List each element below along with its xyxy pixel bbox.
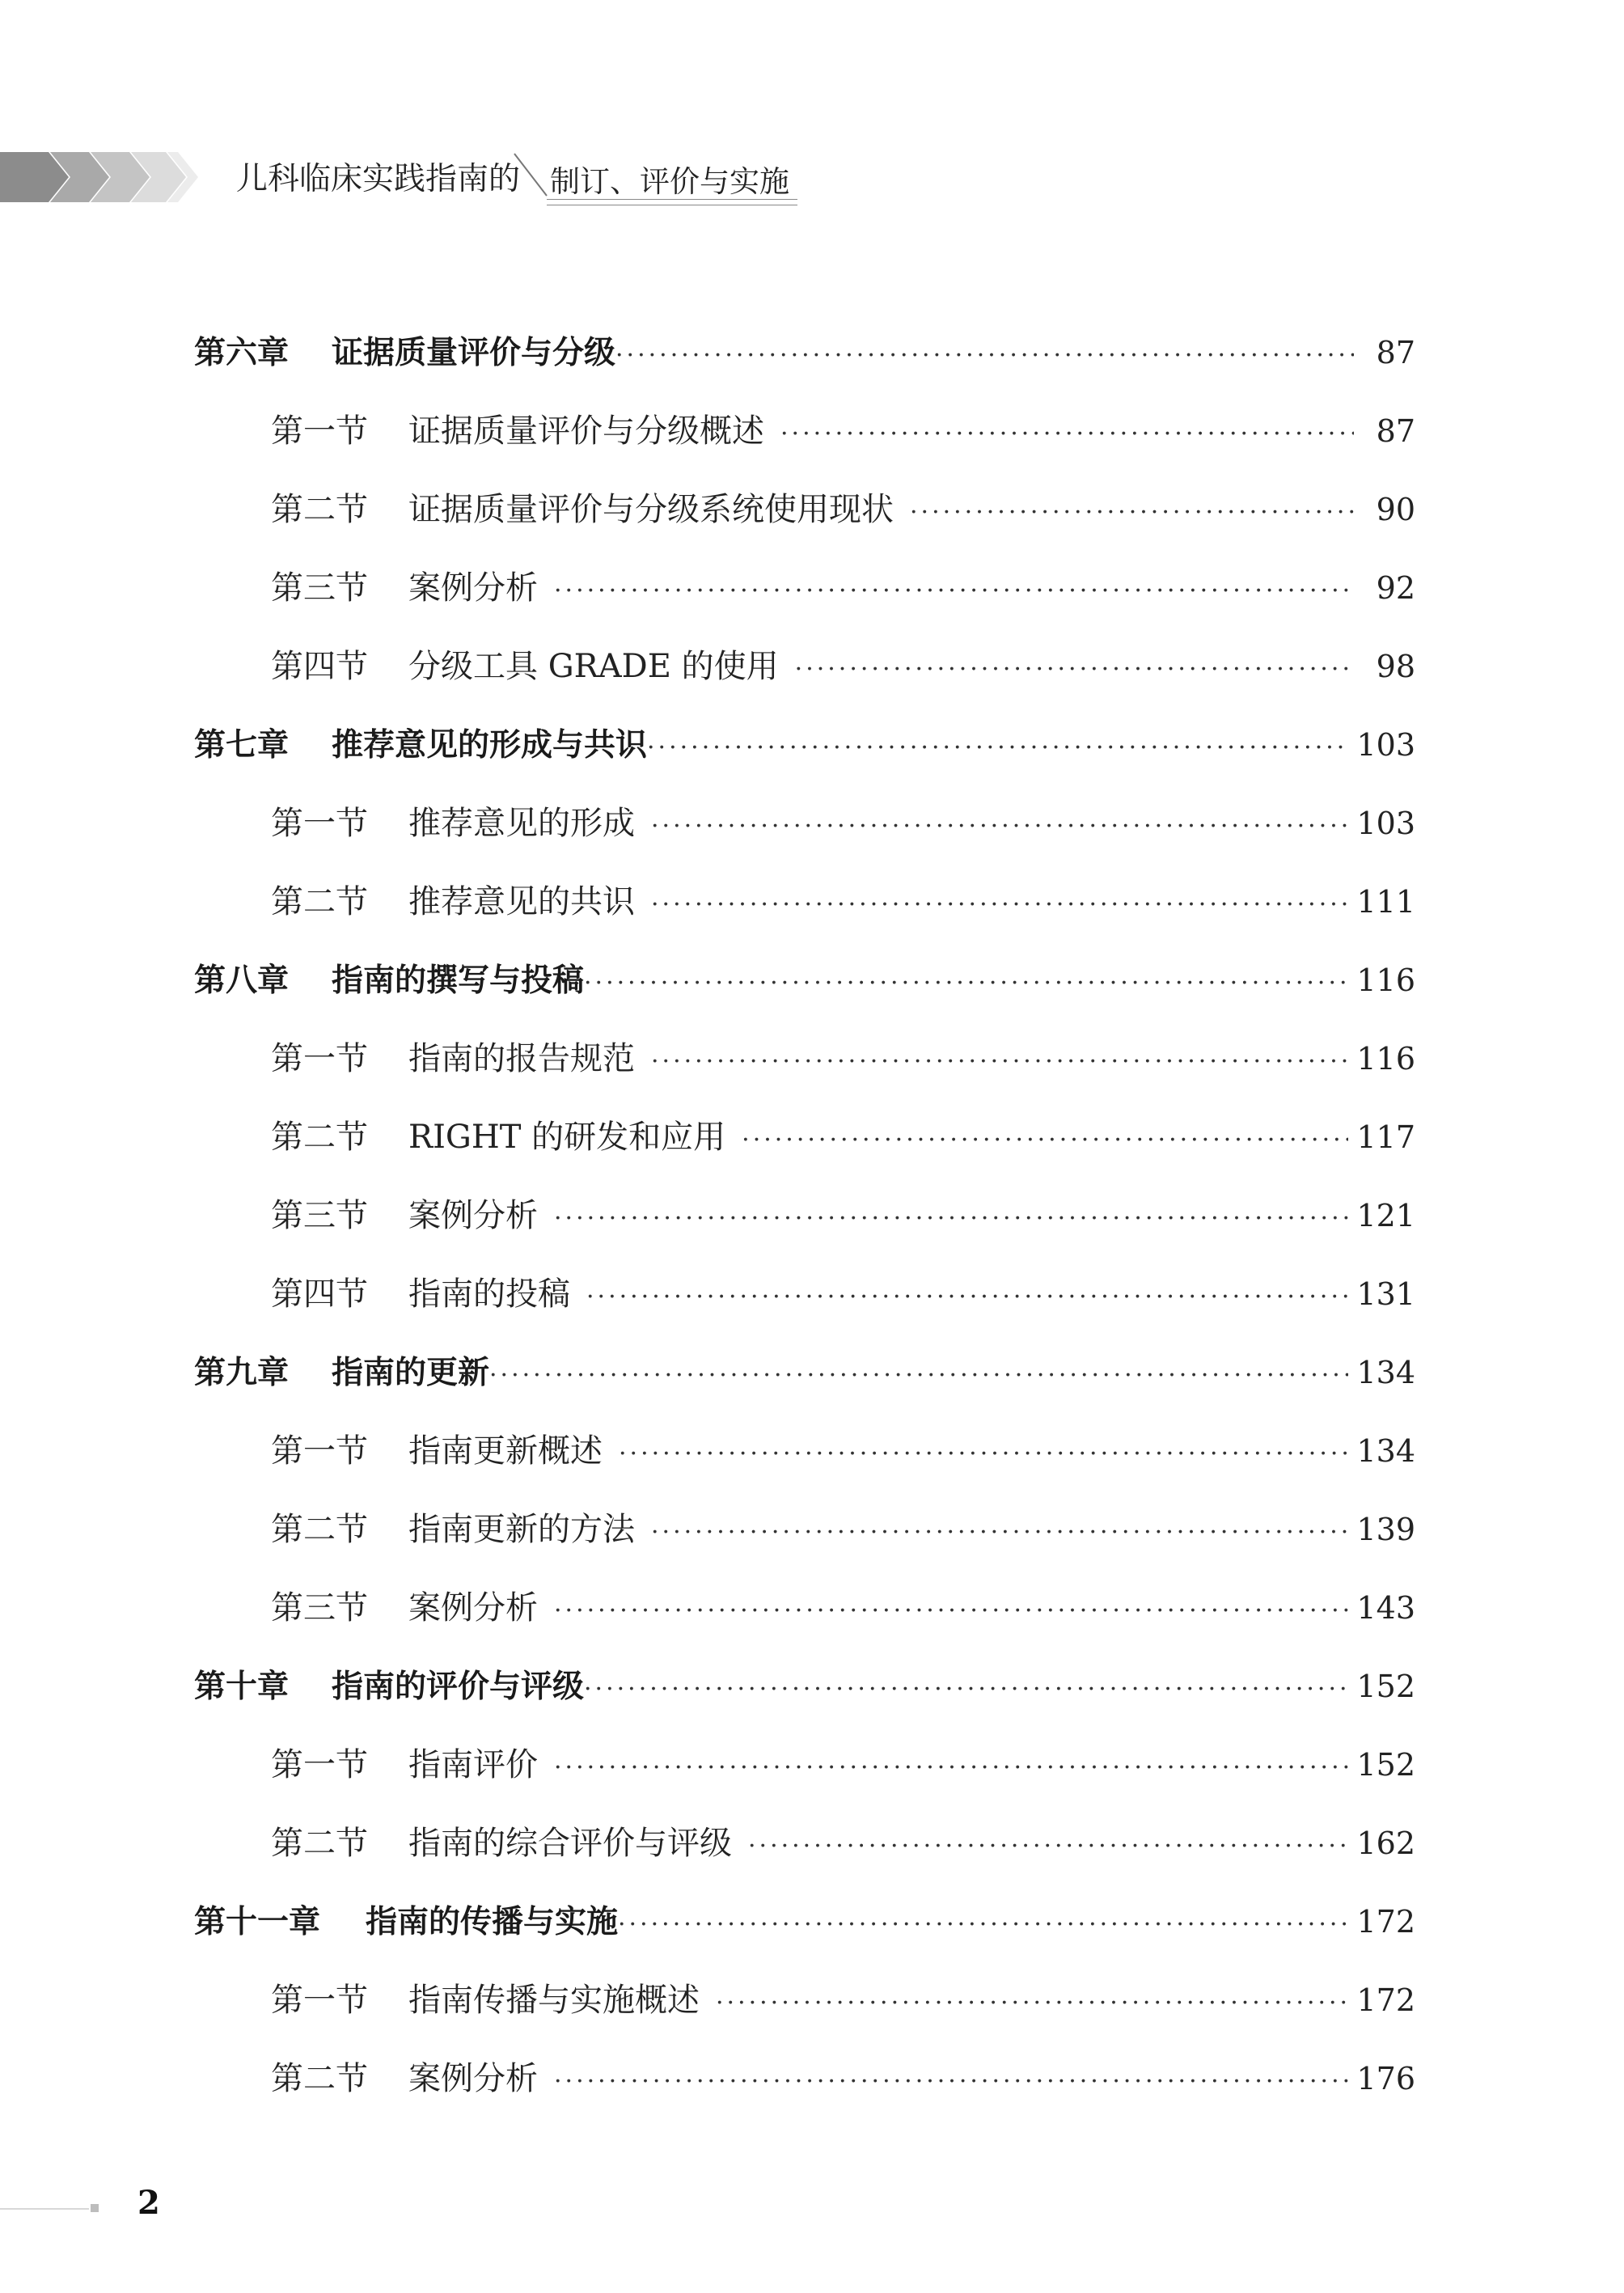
- toc-entry-page: 116: [1356, 962, 1415, 998]
- toc-entry-page: 121: [1356, 1198, 1415, 1233]
- table-of-contents: [194, 328, 1415, 2133]
- toc-chapter-entry: [194, 956, 1415, 1034]
- toc-entry-number: 第二节: [271, 1511, 368, 1548]
- toc-dot-leader: [554, 2058, 1348, 2106]
- toc-entry-number: 第四节: [271, 1276, 368, 1313]
- toc-entry-page: 152: [1356, 1747, 1415, 1783]
- toc-entry-title: 推荐意见的形成与共识: [332, 727, 648, 764]
- toc-entry-number: 第二节: [271, 2060, 368, 2097]
- toc-dot-leader: [554, 1744, 1348, 1792]
- toc-section-entry: [194, 1270, 1415, 1348]
- toc-entry-page: 92: [1376, 570, 1415, 606]
- toc-entry-title: 案例分析: [408, 1589, 538, 1627]
- toc-entry-title: 指南的传播与实施: [366, 1904, 619, 1940]
- toc-entry-title: 指南传播与实施概述: [408, 1982, 700, 2019]
- toc-dot-leader: [584, 959, 1348, 1008]
- toc-entry-title: 证据质量评价与分级: [332, 335, 616, 371]
- toc-entry-number: 第二节: [271, 491, 368, 528]
- toc-entry-title: 指南的投稿: [408, 1276, 570, 1313]
- toc-entry-number: 第二节: [271, 1825, 368, 1862]
- toc-entry-title: 推荐意见的形成: [408, 805, 635, 842]
- toc-section-entry: [194, 1584, 1415, 1662]
- toc-entry-title: 推荐意见的共识: [408, 883, 635, 920]
- toc-chapter-entry: [194, 721, 1415, 799]
- toc-entry-number: 第一节: [271, 805, 368, 842]
- toc-entry-page: 116: [1356, 1041, 1415, 1077]
- toc-entry-title: 证据质量评价与分级概述: [408, 412, 764, 450]
- toc-entry-number: 第一节: [271, 1746, 368, 1783]
- toc-entry-number: 第四节: [271, 648, 368, 685]
- toc-dot-leader: [554, 567, 1354, 616]
- toc-chapter-entry: [194, 1348, 1415, 1427]
- subtitle-underline: [547, 199, 797, 205]
- header-divider-slash: [511, 150, 550, 197]
- toc-section-entry: [194, 1034, 1415, 1113]
- toc-entry-page: 139: [1356, 1512, 1415, 1547]
- toc-section-entry: [194, 878, 1415, 956]
- toc-entry-page: 87: [1376, 335, 1415, 370]
- book-title: 儿科临床实践指南的: [236, 161, 521, 197]
- toc-entry-number: 第三节: [271, 569, 368, 607]
- toc-entry-number: 第八章: [194, 962, 290, 999]
- toc-entry-title: 指南的更新: [332, 1355, 490, 1391]
- toc-dot-leader: [651, 802, 1348, 851]
- toc-entry-page: 172: [1356, 1904, 1415, 1940]
- toc-section-entry: [194, 1113, 1415, 1191]
- toc-entry-page: 117: [1356, 1119, 1415, 1155]
- toc-entry-page: 172: [1356, 1982, 1415, 2018]
- toc-entry-page: 162: [1356, 1826, 1415, 1861]
- toc-entry-number: 第九章: [194, 1355, 290, 1391]
- toc-entry-title: RIGHT 的研发和应用: [408, 1119, 726, 1156]
- folio-rule: [0, 2208, 89, 2210]
- toc-section-entry: [194, 799, 1415, 878]
- toc-section-entry: [194, 1427, 1415, 1505]
- toc-dot-leader: [651, 881, 1348, 929]
- toc-section-entry: [194, 1976, 1415, 2054]
- toc-entry-number: 第一节: [271, 1040, 368, 1077]
- toc-entry-page: 131: [1356, 1276, 1415, 1312]
- toc-entry-page: 90: [1376, 492, 1415, 527]
- toc-dot-leader: [651, 1508, 1348, 1557]
- toc-entry-page: 98: [1376, 649, 1415, 684]
- toc-section-entry: [194, 1505, 1415, 1584]
- toc-dot-leader: [748, 1822, 1348, 1871]
- toc-entry-page: 103: [1356, 806, 1415, 841]
- toc-dot-leader: [584, 1665, 1348, 1714]
- toc-dot-leader: [618, 1901, 1348, 1949]
- toc-entry-page: 134: [1356, 1355, 1415, 1390]
- toc-entry-title: 指南的综合评价与评级: [408, 1825, 732, 1862]
- toc-entry-title: 指南的撰写与投稿: [332, 962, 585, 999]
- book-subtitle: 制订、评价与实施: [550, 164, 789, 199]
- toc-section-entry: [194, 642, 1415, 721]
- toc-entry-number: 第六章: [194, 335, 290, 371]
- toc-entry-page: 143: [1356, 1590, 1415, 1626]
- toc-section-entry: [194, 485, 1415, 564]
- toc-dot-leader: [910, 489, 1354, 537]
- toc-dot-leader: [742, 1116, 1348, 1165]
- toc-section-entry: [194, 564, 1415, 642]
- toc-section-entry: [194, 2054, 1415, 2133]
- toc-entry-page: 176: [1356, 2061, 1415, 2096]
- toc-entry-page: 103: [1356, 727, 1415, 763]
- toc-entry-number: 第一节: [271, 1982, 368, 2019]
- toc-dot-leader: [716, 1979, 1348, 2028]
- toc-section-entry: [194, 1191, 1415, 1270]
- toc-section-entry: [194, 1741, 1415, 1819]
- toc-dot-leader: [554, 1587, 1348, 1635]
- toc-entry-title: 指南更新的方法: [408, 1511, 635, 1548]
- toc-entry-title: 案例分析: [408, 1197, 538, 1234]
- toc-entry-number: 第二节: [271, 1119, 368, 1156]
- toc-chapter-entry: [194, 328, 1415, 407]
- toc-section-entry: [194, 1819, 1415, 1897]
- toc-entry-number: 第七章: [194, 727, 290, 764]
- toc-dot-leader: [554, 1195, 1348, 1243]
- toc-entry-title: 案例分析: [408, 569, 538, 607]
- running-header: [0, 146, 890, 210]
- page-number: 2: [137, 2184, 160, 2222]
- toc-entry-title: 指南更新概述: [408, 1432, 603, 1470]
- toc-entry-title: 指南的评价与评级: [332, 1669, 585, 1705]
- toc-chapter-entry: [194, 1662, 1415, 1741]
- toc-entry-title: 指南的报告规范: [408, 1040, 635, 1077]
- toc-dot-leader: [795, 645, 1354, 694]
- toc-entry-number: 第一节: [271, 1432, 368, 1470]
- toc-entry-number: 第三节: [271, 1197, 368, 1234]
- toc-entry-number: 第三节: [271, 1589, 368, 1627]
- toc-entry-page: 111: [1356, 884, 1415, 920]
- toc-entry-title: 案例分析: [408, 2060, 538, 2097]
- toc-section-entry: [194, 407, 1415, 485]
- toc-entry-number: 第十一章: [194, 1904, 321, 1940]
- toc-entry-number: 第一节: [271, 412, 368, 450]
- toc-entry-title: 指南评价: [408, 1746, 538, 1783]
- toc-dot-leader: [780, 410, 1354, 459]
- toc-entry-title: 分级工具 GRADE 的使用: [408, 648, 779, 685]
- toc-chapter-entry: [194, 1897, 1415, 1976]
- toc-entry-number: 第二节: [271, 883, 368, 920]
- toc-dot-leader: [489, 1352, 1348, 1400]
- toc-dot-leader: [651, 1038, 1348, 1086]
- toc-entry-page: 87: [1376, 413, 1415, 449]
- toc-entry-page: 152: [1356, 1669, 1415, 1704]
- toc-entry-title: 证据质量评价与分级系统使用现状: [408, 491, 894, 528]
- folio-square-icon: [91, 2204, 99, 2212]
- toc-dot-leader: [647, 724, 1348, 772]
- toc-dot-leader: [586, 1273, 1348, 1322]
- toc-entry-page: 134: [1356, 1433, 1415, 1469]
- toc-entry-number: 第十章: [194, 1669, 290, 1705]
- toc-dot-leader: [615, 332, 1354, 380]
- toc-dot-leader: [619, 1430, 1348, 1479]
- chevron-band-icon: [0, 152, 198, 202]
